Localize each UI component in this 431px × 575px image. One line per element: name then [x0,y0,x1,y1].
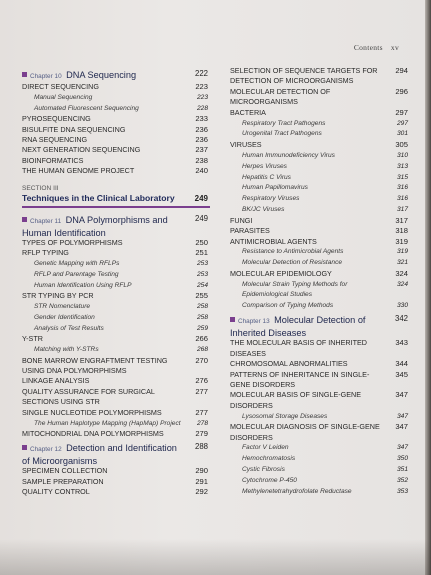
toc-subentry [22,93,210,103]
entry-title: RFLP and Parentage Testing [34,270,119,278]
entry-title: MITOCHONDRIAL DNA POLYMORPHISMS [22,428,164,438]
page-number: 223 [195,82,208,91]
toc-column-left [22,66,210,498]
entry-title: Lysosomal Storage Diseases [242,412,328,420]
entry-title: BISULFITE DNA SEQUENCING [22,124,126,134]
entry-title: STR TYPING BY PCR [22,291,94,301]
toc-subentry [230,301,410,311]
page-number: 279 [195,428,208,438]
entry-title: Cytochrome P-450 [242,477,297,485]
toc-subentry [230,119,410,129]
chapter-heading [22,214,210,238]
chapter-label: Chapter 10 [30,73,62,80]
page-number: 258 [196,303,208,311]
entry-title: THE HUMAN GENOME PROJECT [22,166,135,176]
toc-subentry [230,247,410,257]
page-number: 347 [396,412,408,420]
page-number: 296 [395,86,408,96]
entry-title: Manual Sequencing [34,93,93,101]
toc-subentry [230,205,410,215]
page-number: 347 [396,444,408,452]
section-title-row [22,193,210,204]
toc-subentry [22,281,210,291]
entry-title: SINGLE NUCLEOTIDE POLYMORPHISMS [22,407,162,417]
toc-entry [230,66,410,87]
entry-title: BACTERIA [230,107,266,117]
entry-title: Gender Identification [34,314,95,321]
entry-title: MOLECULAR EPIDEMIOLOGY [230,268,332,278]
entry-title: Hemochromatosis [242,455,296,463]
toc-entry [22,156,210,166]
toc-subentry [22,419,210,429]
entry-title: Automated Fluorescent Sequencing [34,104,139,112]
toc-subentry [230,194,410,204]
entry-title: LINKAGE ANALYSIS [22,376,90,386]
entry-title: BONE MARROW ENGRAFTMENT TESTING USING DNA POLYMORPHISMS [22,355,168,376]
page-number: 324 [395,268,408,278]
page-number: 236 [195,124,208,134]
entry-title: STR Nomenclature [34,303,91,311]
page-number: 319 [395,236,408,246]
page-number: 313 [396,162,408,170]
entry-title: Analysis of Test Results [34,324,104,332]
chapter-title: Molecular Detection of Inherited Diseases [230,315,366,339]
entry-title: Human Immunodeficiency Virus [242,151,335,159]
chapter-marker-icon [22,72,27,77]
toc-subentry [22,104,210,114]
page-number: 319 [396,248,408,256]
entry-title: Cystic Fibrosis [242,466,285,474]
section-label: SECTION III [22,184,59,192]
toc-entry [230,108,410,118]
toc-entry [22,248,210,258]
section-title: Techniques in the Clinical Laboratory [22,192,175,203]
entry-title: VIRUSES [230,139,262,149]
entry-title: Human Identification Using RFLP [34,281,132,289]
entry-title: QUALITY ASSURANCE FOR SURGICAL SECTIONS USING STR [22,386,155,407]
entry-title: SPECIMEN COLLECTION [22,466,108,476]
page-number: 317 [395,215,408,225]
entry-title: Comparison of Typing Methods [242,301,334,309]
toc-entry [22,82,210,92]
chapter-marker-icon [22,217,27,222]
page-number: 249 [194,213,208,223]
page-number: 277 [195,386,208,396]
page-number: 353 [396,488,408,496]
toc-entry [230,216,410,226]
page-number: 292 [195,487,208,497]
toc-entry [230,370,410,391]
page-number: 253 [196,270,208,278]
page-number: 266 [195,334,208,344]
toc-entry [22,466,210,476]
toc-subentry [22,302,210,312]
page-number: 253 [196,259,208,267]
toc-subentry [230,162,410,172]
page-number: 233 [195,114,208,124]
entry-title: SAMPLE PREPARATION [22,476,104,486]
toc-entry [230,390,410,411]
page-number: 350 [396,455,408,463]
page-number: 270 [195,355,208,365]
page-number: 288 [194,442,208,452]
entry-title: The Human Haplotype Mapping (HapMap) Project [34,419,181,427]
entry-title: RFLP TYPING [22,248,69,258]
page-number: 277 [195,407,208,417]
entry-title: Methylenetetrahydrofolate Reductase [242,488,352,496]
page-number: 347 [395,390,408,400]
chapter-title: DNA Polymorphisms and Human Identification [22,214,168,238]
entry-title: Hepatitis C Virus [242,173,291,181]
chapter-heading [230,314,410,338]
page-number: 290 [195,466,208,476]
header-page-number: xv [390,43,399,52]
toc-entry [22,291,210,301]
page-number: 238 [195,155,208,165]
entry-title: MOLECULAR BASIS OF SINGLE-GENE DISORDERS [230,390,362,410]
toc-entry [22,408,210,418]
page-number: 237 [195,145,208,155]
toc-entry [22,145,210,155]
entry-title: PATTERNS OF INHERITANCE IN SINGLE-GENE DISORDERS [230,369,370,389]
toc-subentry [230,173,410,183]
entry-title: Respiratory Viruses [242,195,300,203]
entry-title: Human Papillomavirus [242,184,308,192]
page-number: 343 [395,338,408,348]
entry-title: BIOINFORMATICS [22,155,84,165]
section-divider [22,206,210,208]
page-number: 310 [396,151,408,159]
page-number: 324 [396,280,408,288]
entry-title: Respiratory Tract Pathogens [242,119,326,127]
toc-subentry [230,183,410,193]
entry-title: DIRECT SEQUENCING [22,82,99,91]
entry-title: MOLECULAR DETECTION OF MICROORGANISMS [230,86,331,107]
page-number: 315 [396,173,408,181]
toc-entry [22,387,210,408]
entry-title: SELECTION OF SEQUENCE TARGETS FOR DETECTION OF MICROORGANISMS [230,66,378,86]
page-number: 223 [196,93,208,101]
entry-title: Y-STR [22,334,43,344]
toc-entry [22,125,210,135]
toc-entry [22,135,210,145]
page-number: 255 [195,291,208,301]
toc-entry [22,477,210,487]
toc-entry [230,87,410,108]
toc-subentry [230,487,410,497]
page-number: 297 [395,107,408,117]
toc-subentry [230,280,410,301]
toc-subentry [230,412,410,422]
page-number: 351 [396,466,408,474]
toc-entry [22,487,210,497]
page-number: 249 [194,193,208,203]
toc-entry [22,334,210,344]
entry-title: Resistance to Antimicrobial Agents [242,248,344,256]
chapter-label: Chapter 12 [30,446,62,454]
toc-entry [230,269,410,279]
entry-title: FUNGI [230,215,253,225]
page-number: 240 [195,166,208,176]
entry-title: Molecular Strain Typing Methods for Epidemiological Studies [242,280,348,299]
page-number: 330 [396,301,408,309]
page-number: 297 [396,119,408,127]
entry-title: QUALITY CONTROL [22,487,90,497]
toc-subentry [22,259,210,269]
page-number: 342 [394,314,408,324]
entry-title: PARASITES [230,226,270,236]
chapter-title: DNA Sequencing [66,70,137,80]
chapter-label: Chapter 13 [238,318,270,326]
toc-entry [230,237,410,247]
entry-title: Factor V Leiden [242,444,289,452]
toc-entry [230,226,410,236]
page-number: 316 [396,184,408,192]
page-number: 276 [195,376,208,386]
toc-entry [230,140,410,150]
toc-entry [230,359,410,369]
toc-subentry [22,345,210,355]
entry-title: MOLECULAR DIAGNOSIS OF SINGLE-GENE DISORDERS [230,422,380,442]
chapter-label: Chapter 11 [30,217,62,225]
entry-title: RNA SEQUENCING [22,135,88,145]
page-number: 222 [194,69,208,78]
entry-title: CHROMOSOMAL ABNORMALITIES [230,359,348,369]
toc-entry [22,376,210,386]
toc-subentry [230,476,410,486]
chapter-heading [22,69,210,82]
page-number: 301 [396,130,408,138]
entry-title: NEXT GENERATION SEQUENCING [22,145,141,155]
section-heading [22,185,210,208]
chapter-heading [22,442,210,466]
page-number: 317 [396,206,408,214]
toc-entry [230,338,410,359]
toc-subentry [22,313,210,323]
toc-entry [22,166,210,176]
toc-subentry [22,270,210,280]
toc-subentry [230,465,410,475]
header-label: Contents [353,43,383,52]
page-number: 316 [396,195,408,203]
page-number: 291 [195,476,208,486]
page-number: 344 [395,359,408,369]
page-number: 251 [195,248,208,258]
toc-entry [22,429,210,439]
entry-title: Molecular Detection of Resistance [242,259,343,267]
toc-entry [22,356,210,377]
page-number: 254 [196,281,208,289]
toc-subentry [230,258,410,268]
page-number: 345 [395,369,408,379]
running-header [354,43,399,52]
entry-title: Herpes Viruses [242,162,287,170]
toc-subentry [22,324,210,334]
page-number: 259 [196,324,208,332]
page-number: 228 [196,104,208,112]
page-number: 352 [396,477,408,485]
entry-title: Matching with Y-STRs [34,346,99,354]
chapter-marker-icon [230,317,235,322]
page-number: 318 [395,226,408,236]
toc-entry [22,238,210,248]
entry-title: TYPES OF POLYMORPHISMS [22,237,123,247]
chapter-title: Detection and Identification of Microorganisms [22,443,177,467]
entry-title: BK/JC Viruses [242,206,285,214]
toc-column-right [230,66,410,497]
toc-subentry [230,454,410,464]
toc-subentry [230,443,410,453]
entry-title: Genetic Mapping with RFLPs [34,259,120,267]
toc-subentry [230,151,410,161]
chapter-marker-icon [22,445,27,450]
entry-title: PYROSEQUENCING [22,114,91,124]
toc-entry [230,422,410,443]
entry-title: ANTIMICROBIAL AGENTS [230,236,317,246]
page-number: 258 [196,314,208,321]
page-number: 305 [395,139,408,149]
page-number: 236 [195,135,208,145]
page-number: 294 [395,66,408,75]
entry-title: THE MOLECULAR BASIS OF INHERITED DISEASES [230,338,367,358]
page-number: 321 [396,259,408,267]
entry-title: Urogenital Tract Pathogens [242,130,322,138]
page-edge-shadow [425,0,431,575]
page-number: 347 [395,422,408,432]
page-number: 268 [196,346,208,354]
page-number: 278 [196,419,208,427]
toc-entry [22,114,210,124]
page-number: 250 [195,237,208,247]
toc-subentry [230,129,410,139]
